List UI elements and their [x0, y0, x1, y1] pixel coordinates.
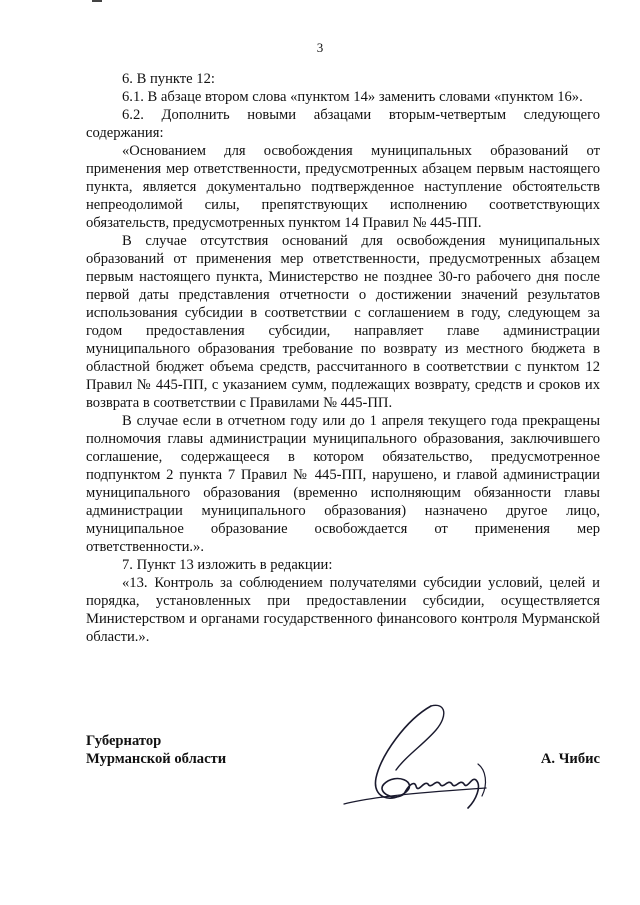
paragraph-quote-basis: «Основанием для освобождения муниципальных образований от применения мер ответственности, предусмотренных абзацем первым настоящего пункта, является документально подтвержденное наступление обстоятельств непреодолимой силы, препятствующих исполнению соответствующих обязательств, предусмотренных пунктом 14 Правил № 445-ПП. [86, 143, 600, 231]
top-edge-mark [92, 0, 102, 2]
signer-name: А. Чибис [540, 751, 600, 767]
paragraph-7-heading: 7. Пункт 13 изложить в редакции: [122, 557, 333, 573]
paragraph-13-control: «13. Контроль за соблюдением получателями субсидии условий, целей и порядка, установленных при предоставлении субсидии, осуществляется Министерством и органами государственного финансового контроля Мурманской области.». [86, 575, 600, 645]
document-body [86, 70, 600, 646]
page-number: 3 [316, 40, 324, 55]
handwritten-signature [336, 700, 506, 820]
paragraph-6-1: 6.1. В абзаце втором слова «пунктом 14» заменить словами «пунктом 16». [122, 89, 583, 105]
paragraph-6-heading: 6. В пункте 12: [122, 71, 215, 87]
signer-title-line1: Губернатор [86, 733, 162, 749]
signature-block [86, 728, 600, 848]
paragraph-absence-of-grounds: В случае отсутствия оснований для освобождения муниципальных образований от применения мер ответственности, предусмотренных абзацем первым настоящего пункта, Министерство не позднее 30-го рабочего дня после первой даты представления отчетности о достижении значений результатов использования субсидии в соответствии с соглашением в году, следующем за годом предоставления субсидии, направляет главе администрации муниципального образования требование по возврату из местного бюджета в областной бюджет объема средств, рассчитанного в соответствии с пунктом 12 Правил № 445-ПП, с указанием сумм, подлежащих возврату, средств и сроков их возврата в соответствии с Правилами № 445-ПП. [86, 233, 600, 411]
signer-title-line2: Мурманской области [86, 751, 227, 767]
paragraph-6-2: 6.2. Дополнить новыми абзацами вторым-четвертым следующего содержания: [86, 107, 600, 141]
paragraph-termination-of-powers: В случае если в отчетном году или до 1 апреля текущего года прекращены полномочия главы администрации муниципального образования, заключившего соглашение, содержащееся в котором обязательство, предусмотренное подпунктом 2 пункта 7 Правил № 445-ПП, нарушено, и главой администрации муниципального образования (временно исполняющим обязанности главы администрации муниципального образования) назначено другое лицо, муниципальное образование освобождается от применения мер ответственности.». [86, 413, 600, 555]
signer-title [86, 732, 226, 768]
